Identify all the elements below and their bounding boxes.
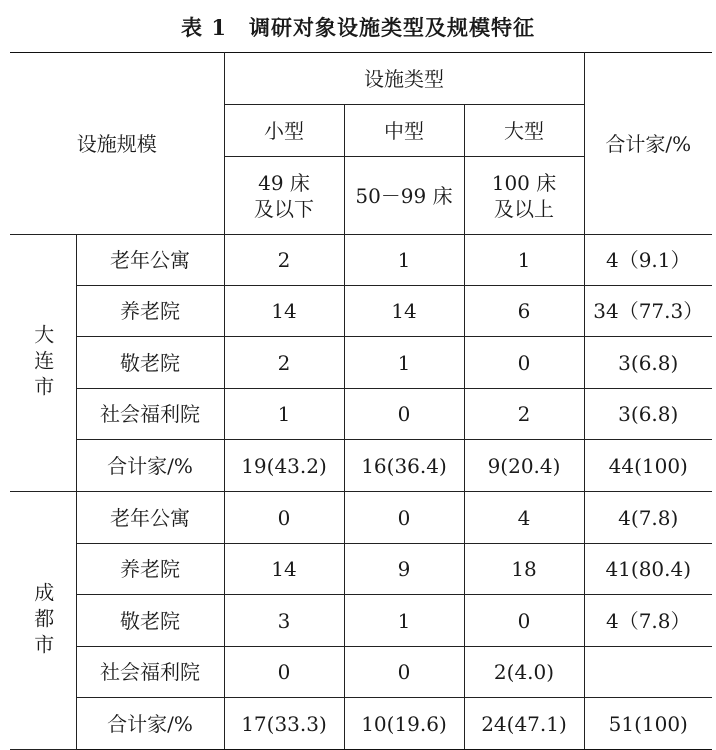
total-cell: 34（77.3）	[584, 286, 712, 337]
col-small: 小型	[224, 105, 344, 157]
type-cell: 敬老院	[76, 337, 224, 389]
col-large-range-line2: 及以上	[494, 196, 554, 221]
value-cell: 0	[224, 647, 344, 698]
total-cell: 4（7.8）	[584, 595, 712, 647]
type-cell: 老年公寓	[76, 492, 224, 544]
type-cell: 养老院	[76, 286, 224, 337]
total-cell: 3(6.8)	[584, 337, 712, 389]
value-cell: 19(43.2)	[224, 440, 344, 492]
total-cell: 4(7.8)	[584, 492, 712, 544]
value-cell: 2(4.0)	[464, 647, 584, 698]
value-cell: 0	[464, 595, 584, 647]
type-cell: 敬老院	[76, 595, 224, 647]
total-cell: 3(6.8)	[584, 389, 712, 440]
col-large-range	[464, 157, 584, 235]
value-cell: 0	[344, 647, 464, 698]
col-small-range	[224, 157, 344, 235]
value-cell: 10(19.6)	[344, 698, 464, 750]
value-cell: 14	[344, 286, 464, 337]
value-cell: 1	[344, 595, 464, 647]
value-cell: 1	[464, 235, 584, 286]
value-cell: 6	[464, 286, 584, 337]
facility-table	[10, 52, 712, 750]
col-small-range-line1: 49 床	[258, 170, 310, 195]
col-medium: 中型	[344, 105, 464, 157]
table-number: 表 1	[181, 15, 227, 40]
value-cell: 18	[464, 544, 584, 595]
type-cell: 合计家/%	[76, 698, 224, 750]
city-dalian: 大连市	[10, 235, 76, 492]
col-large-range-line1: 100 床	[491, 170, 557, 195]
total-cell: 44(100)	[584, 440, 712, 492]
type-cell: 养老院	[76, 544, 224, 595]
col-small-range-line2: 及以下	[254, 196, 314, 221]
total-cell	[584, 647, 712, 698]
header-total: 合计家/%	[584, 53, 712, 235]
value-cell: 1	[224, 389, 344, 440]
value-cell: 1	[344, 337, 464, 389]
value-cell: 0	[224, 492, 344, 544]
value-cell: 3	[224, 595, 344, 647]
type-cell: 社会福利院	[76, 647, 224, 698]
total-cell: 51(100)	[584, 698, 712, 750]
value-cell: 16(36.4)	[344, 440, 464, 492]
header-type: 设施类型	[224, 53, 584, 105]
city-chengdu: 成都市	[10, 492, 76, 750]
col-medium-range	[344, 157, 464, 235]
value-cell: 9(20.4)	[464, 440, 584, 492]
value-cell: 0	[344, 389, 464, 440]
value-cell: 0	[464, 337, 584, 389]
type-cell: 老年公寓	[76, 235, 224, 286]
value-cell: 2	[464, 389, 584, 440]
value-cell: 4	[464, 492, 584, 544]
col-medium-range-line1: 50－99 床	[355, 183, 453, 208]
value-cell: 24(47.1)	[464, 698, 584, 750]
value-cell: 9	[344, 544, 464, 595]
col-large: 大型	[464, 105, 584, 157]
total-cell: 41(80.4)	[584, 544, 712, 595]
value-cell: 14	[224, 544, 344, 595]
value-cell: 1	[344, 235, 464, 286]
type-cell: 合计家/%	[76, 440, 224, 492]
value-cell: 14	[224, 286, 344, 337]
table-title: 调研对象设施类型及规模特征	[248, 15, 535, 40]
total-cell: 4（9.1）	[584, 235, 712, 286]
header-scale: 设施规模	[10, 53, 224, 235]
value-cell: 17(33.3)	[224, 698, 344, 750]
value-cell: 2	[224, 235, 344, 286]
table-caption	[0, 12, 716, 42]
value-cell: 0	[344, 492, 464, 544]
value-cell: 2	[224, 337, 344, 389]
type-cell: 社会福利院	[76, 389, 224, 440]
